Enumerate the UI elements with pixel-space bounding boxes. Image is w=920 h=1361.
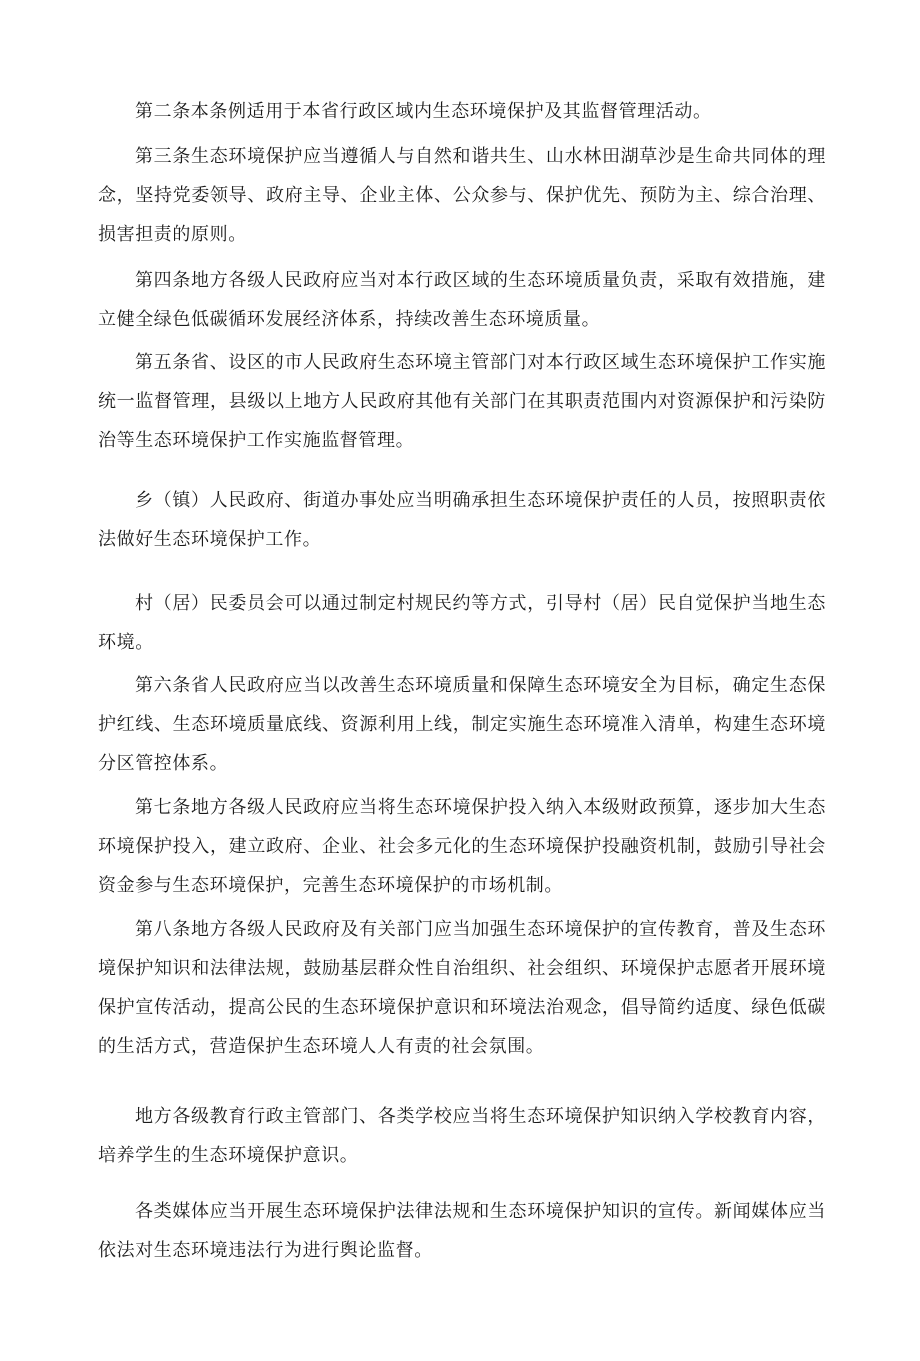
article-8-education-paragraph: 地方各级教育行政主管部门、各类学校应当将生态环境保护知识纳入学校教育内容，培养学生的生态环境保护意识。 [98,1106,826,1166]
article-6-paragraph: 第六条省人民政府应当以改善生态环境质量和保障生态环境安全为目标，确定生态保护红线、生态环境质量底线、资源利用上线，制定实施生态环境准入清单，构建生态环境分区管控体系。 [98,675,826,774]
article-5-township-paragraph: 乡（镇）人民政府、街道办事处应当明确承担生态环境保护责任的人员，按照职责依法做好生态环境保护工作。 [98,490,826,550]
article-4-paragraph: 第四条地方各级人民政府应当对本行政区域的生态环境质量负责，采取有效措施，建立健全绿色低碳循环发展经济体系，持续改善生态环境质量。 [98,270,826,330]
article-3-paragraph: 第三条生态环境保护应当遵循人与自然和谐共生、山水林田湖草沙是生命共同体的理念，坚持党委领导、政府主导、企业主体、公众参与、保护优先、预防为主、综合治理、损害担责的原则。 [98,146,826,245]
article-5-paragraph: 第五条省、设区的市人民政府生态环境主管部门对本行政区域生态环境保护工作实施统一监督管理，县级以上地方人民政府其他有关部门在其职责范围内对资源保护和污染防治等生态环境保护工作实施监督管理。 [98,352,826,451]
article-2-paragraph: 第二条本条例适用于本省行政区域内生态环境保护及其监督管理活动。 [135,101,712,122]
article-8-media-paragraph: 各类媒体应当开展生态环境保护法律法规和生态环境保护知识的宣传。新闻媒体应当依法对生态环境违法行为进行舆论监督。 [98,1201,826,1261]
article-5-village-paragraph: 村（居）民委员会可以通过制定村规民约等方式，引导村（居）民自觉保护当地生态环境。 [98,593,826,653]
article-7-paragraph: 第七条地方各级人民政府应当将生态环境保护投入纳入本级财政预算，逐步加大生态环境保护投入，建立政府、企业、社会多元化的生态环境保护投融资机制，鼓励引导社会资金参与生态环境保护，完善生态环境保护的市场机制。 [98,797,826,896]
article-8-paragraph: 第八条地方各级人民政府及有关部门应当加强生态环境保护的宣传教育，普及生态环境保护知识和法律法规，鼓励基层群众性自治组织、社会组织、环境保护志愿者开展环境保护宣传活动，提高公民的生态环境保护意识和环境法治观念，倡导简约适度、绿色低碳的生活方式，营造保护生态环境人人有责的社会氛围。 [98,919,826,1057]
